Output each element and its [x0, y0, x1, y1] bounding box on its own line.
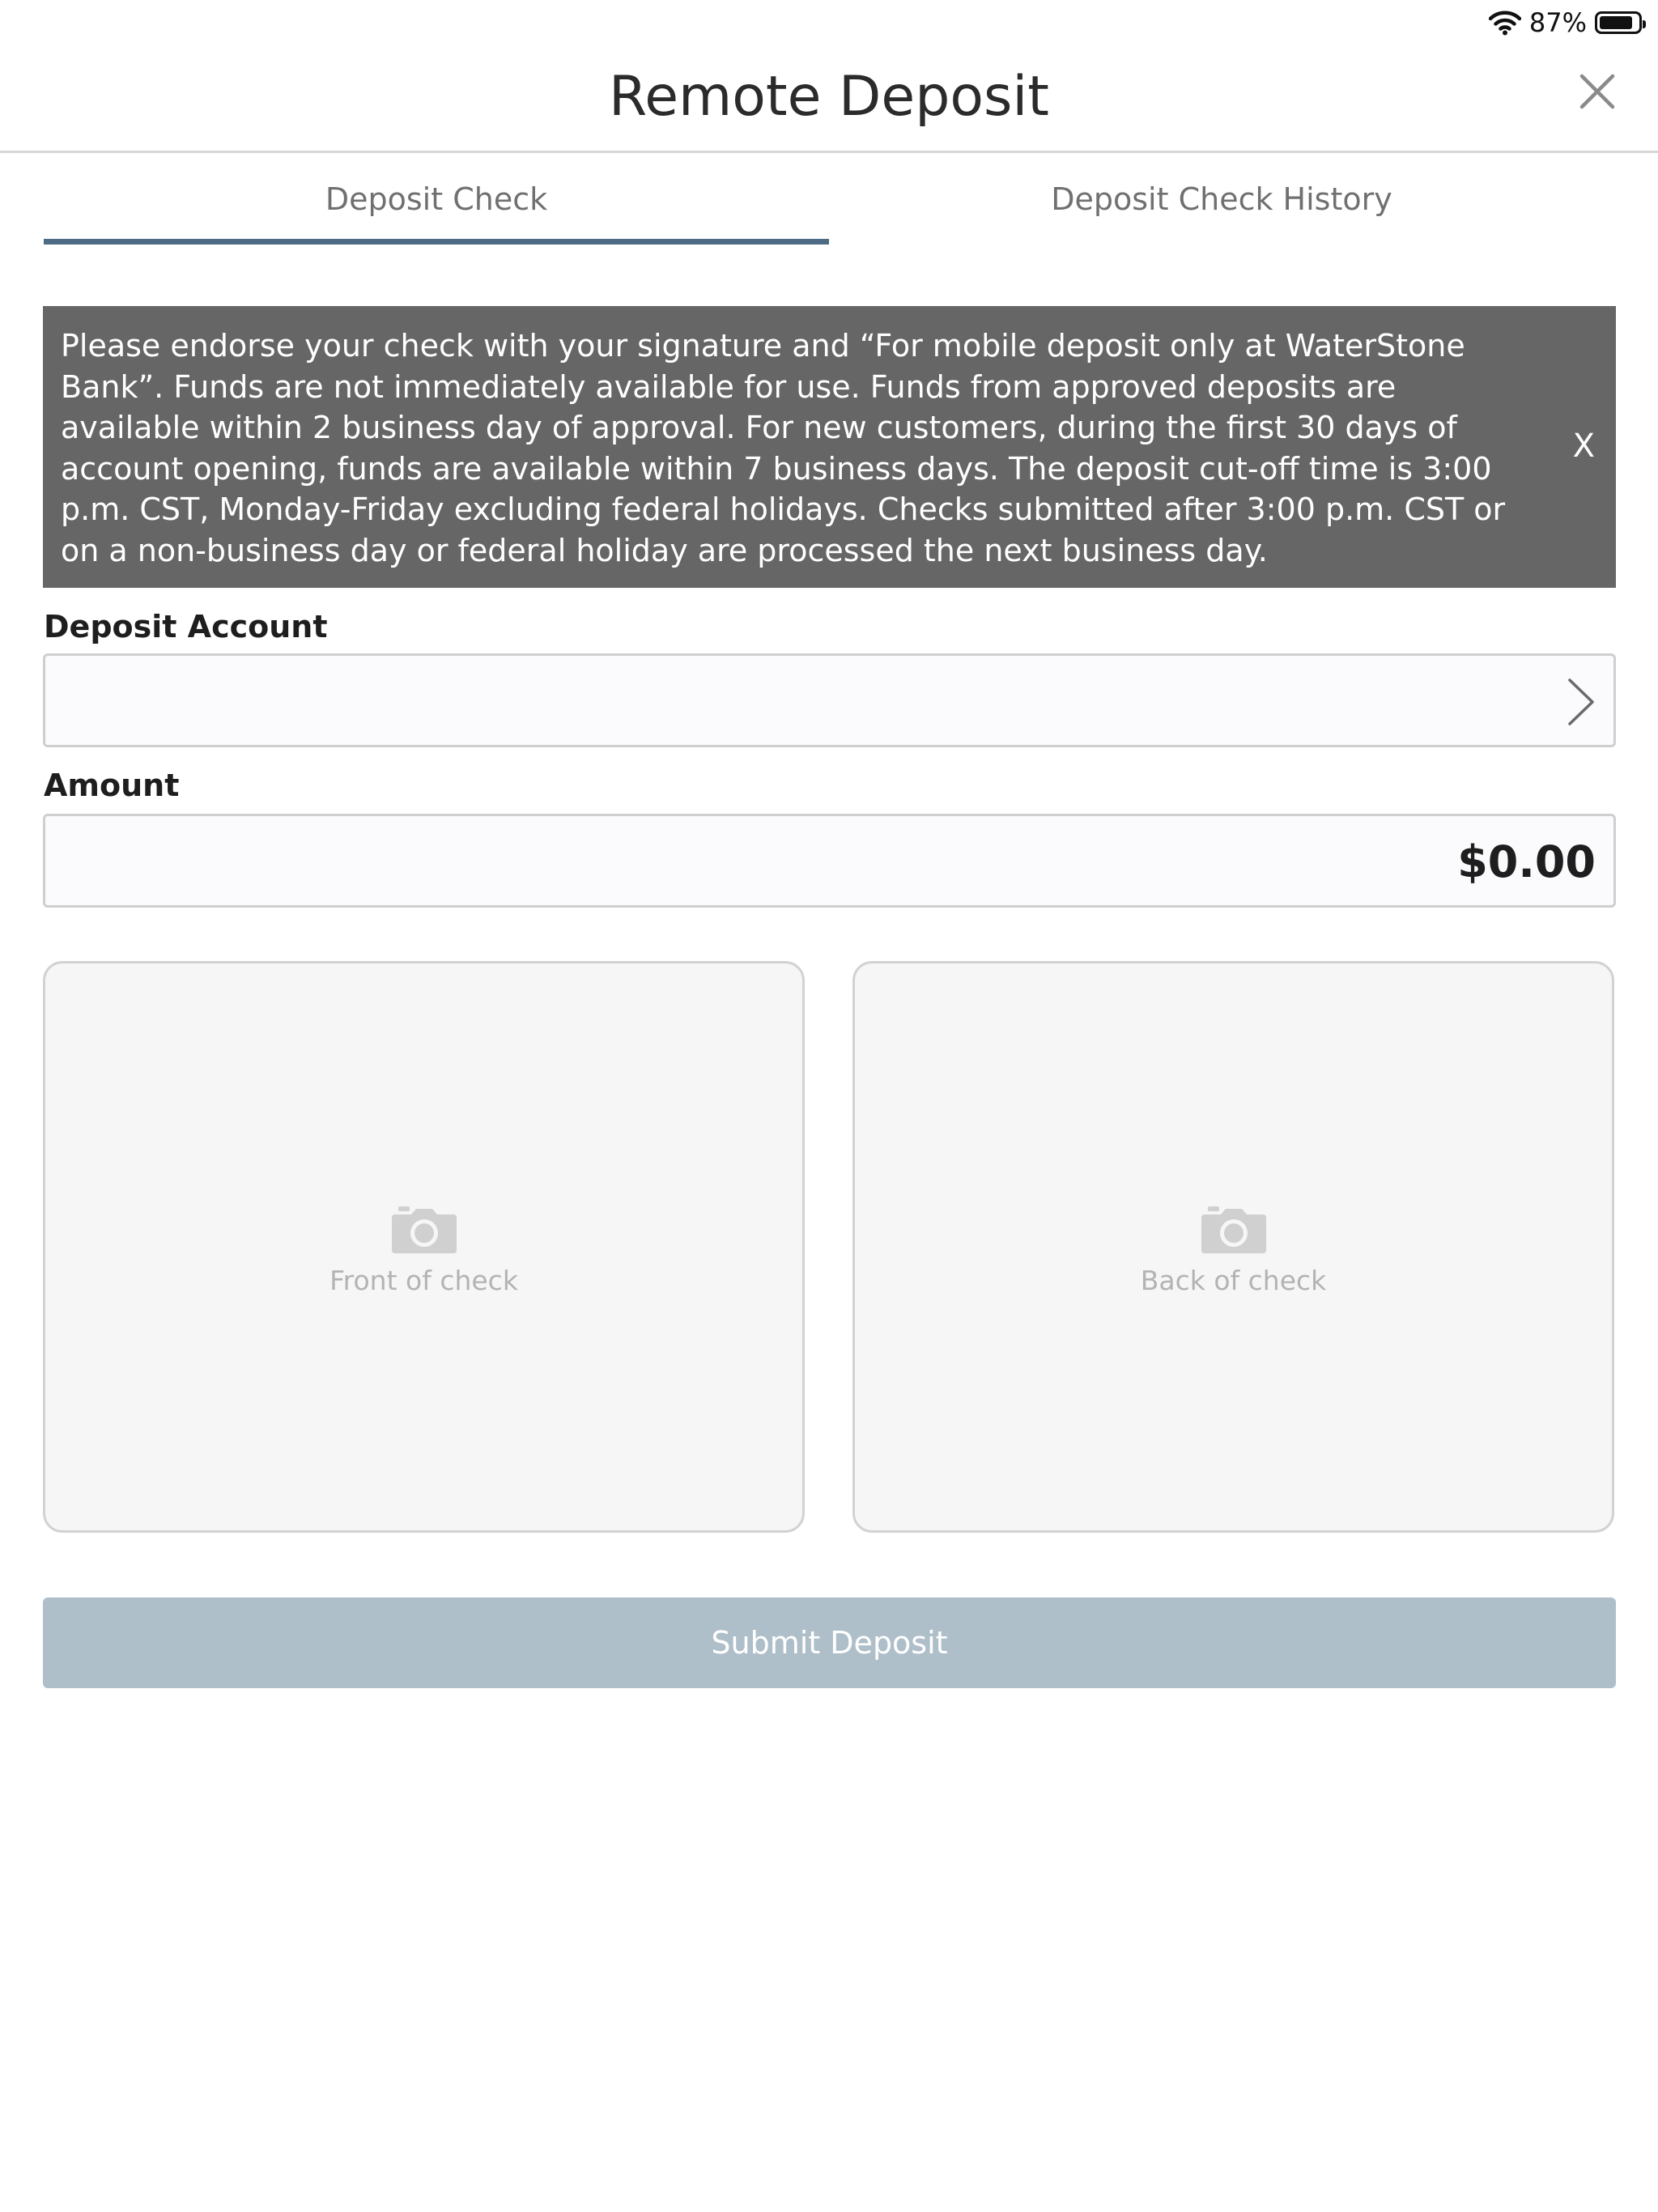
amount-input[interactable]	[137, 816, 1597, 907]
battery-icon	[1595, 11, 1642, 34]
active-tab-indicator	[44, 239, 829, 245]
banner-text: Please endorse your check with your signature and “For mobile deposit only at WaterStone Bank”. Funds are not immediately available for use. Funds from approved deposits are available within 2 business day of approval. For new customers, during the first 30 days of account opening, funds are available within 7 business days. The deposit cut-off time is 3:00 p.m. CST, Monday-Friday excluding federal holidays. Checks submitted after 3:00 p.m. CST or on a non-business day or federal holiday are processed the next business day.	[61, 328, 1506, 568]
modal-header	[0, 42, 1658, 153]
amount-label: Amount	[44, 768, 180, 803]
back-of-check-label: Back of check	[1140, 1265, 1327, 1296]
front-of-check-capture[interactable]	[43, 961, 805, 1533]
close-icon[interactable]	[1577, 71, 1618, 112]
status-bar	[0, 0, 1658, 42]
wifi-icon	[1489, 10, 1521, 36]
chevron-right-icon	[1567, 677, 1596, 727]
deposit-account-label: Deposit Account	[44, 609, 328, 644]
tab-deposit-check[interactable]: Deposit Check	[325, 181, 548, 217]
page-title: Remote Deposit	[609, 65, 1049, 129]
endorsement-info-banner	[43, 306, 1616, 588]
amount-field[interactable]	[43, 814, 1616, 908]
battery-percentage: 87%	[1528, 7, 1587, 38]
submit-deposit-button[interactable]: Submit Deposit	[43, 1597, 1616, 1688]
deposit-account-selector[interactable]	[43, 653, 1616, 747]
camera-icon	[1201, 1206, 1266, 1253]
battery-level-fill	[1600, 16, 1632, 29]
back-of-check-capture[interactable]	[852, 961, 1614, 1533]
tab-deposit-check-history[interactable]: Deposit Check History	[1051, 181, 1392, 217]
battery-tip	[1643, 20, 1646, 28]
status-indicators	[1489, 6, 1642, 39]
camera-icon	[392, 1206, 457, 1253]
front-of-check-label: Front of check	[329, 1265, 518, 1296]
tab-bar	[44, 154, 1614, 245]
banner-dismiss-button[interactable]: X	[1572, 428, 1595, 465]
